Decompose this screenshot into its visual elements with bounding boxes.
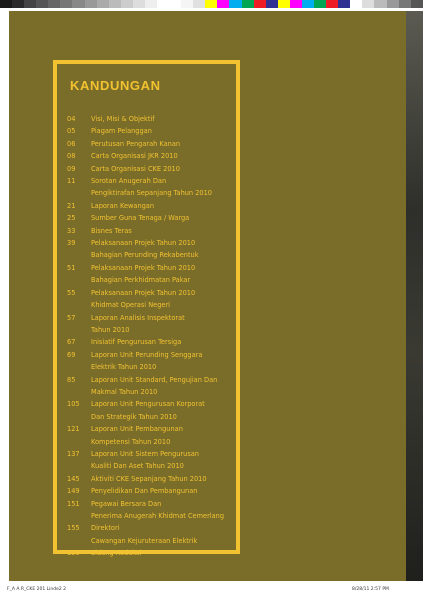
entry-title-line: Khidmat Operasi Negeri (91, 301, 170, 310)
entry-page-number: 69 (67, 350, 76, 359)
color-swatch (266, 0, 278, 8)
print-slug-left: F_A A R_CKE 201 Linde2 2 (7, 587, 67, 592)
contents-entry (67, 163, 232, 175)
color-swatch (181, 0, 193, 8)
contents-title: KANDUNGAN (70, 78, 161, 93)
entry-title (91, 398, 232, 423)
entry-title (91, 485, 232, 497)
contents-list (67, 113, 232, 560)
contents-entry (67, 349, 232, 374)
entry-page-number: 156 (67, 549, 80, 558)
entry-page-number: 05 (67, 127, 76, 136)
contents-entry (67, 423, 232, 448)
contents-entry (67, 398, 232, 423)
document-page (9, 11, 411, 581)
contents-entry (67, 113, 232, 125)
entry-title-line: Kualiti Dan Aset Tahun 2010 (91, 462, 184, 471)
entry-page-number: 151 (67, 499, 80, 508)
entry-title-line: Laporan Unit Pengurusan Korporat (91, 400, 205, 409)
color-swatch (302, 0, 314, 8)
color-swatch (338, 0, 350, 8)
printer-color-bars (0, 0, 423, 10)
entry-page-number: 09 (67, 164, 76, 173)
color-swatch (145, 0, 157, 8)
entry-title-line: Carta Organisasi JKR 2010 (91, 152, 178, 161)
entry-title (91, 312, 232, 337)
contents-entry (67, 287, 232, 312)
color-swatch (24, 0, 36, 8)
entry-title-line: Laporan Kewangan (91, 201, 155, 210)
entry-title (91, 349, 232, 374)
entry-page-number: 33 (67, 226, 76, 235)
color-swatch (350, 0, 362, 8)
contents-frame (53, 60, 240, 558)
contents-entry (67, 473, 232, 485)
entry-title-line: Carta Organisasi CKE 2010 (91, 164, 180, 173)
entry-title (91, 113, 232, 125)
entry-title-line: Makmal Tahun 2010 (91, 387, 158, 396)
entry-page-number: 51 (67, 263, 76, 272)
contents-entry (67, 448, 232, 473)
entry-page-number: 57 (67, 313, 76, 322)
entry-title-line: Tahun 2010 (91, 325, 130, 334)
entry-page-number: 11 (67, 177, 76, 186)
color-swatch (326, 0, 338, 8)
entry-page-number: 145 (67, 474, 80, 483)
entry-title-line: Direktori (91, 524, 120, 533)
contents-entry (67, 485, 232, 497)
entry-title-line: Sidang Redaksi (91, 549, 142, 558)
entry-title (91, 423, 232, 448)
color-swatch (374, 0, 386, 8)
contents-entry (67, 175, 232, 200)
entry-page-number: 55 (67, 288, 76, 297)
contents-entry (67, 125, 232, 137)
entry-title-line: Pelaksanaan Projek Tahun 2010 (91, 263, 196, 272)
entry-title (91, 175, 232, 200)
entry-title-line: Bisnes Teras (91, 226, 132, 235)
color-swatch (60, 0, 72, 8)
color-swatch (242, 0, 254, 8)
entry-title (91, 237, 232, 262)
entry-title-line: Sumber Guna Tenaga / Warga (91, 214, 190, 223)
color-swatch (85, 0, 97, 8)
entry-title (91, 138, 232, 150)
entry-title-line: Bahagian Perunding Rekabentuk (91, 251, 199, 260)
entry-title-line: Laporan Analisis Inspektorat (91, 313, 185, 322)
color-swatch (290, 0, 302, 8)
entry-title-line: Pelaksanaan Projek Tahun 2010 (91, 239, 196, 248)
entry-title (91, 163, 232, 175)
entry-title (91, 150, 232, 162)
entry-title (91, 125, 232, 137)
contents-entry (67, 262, 232, 287)
entry-title-line: Pengiktirafan Sepanjang Tahun 2010 (91, 189, 212, 198)
color-swatch (411, 0, 423, 8)
entry-title-line: Sorotan Anugerah Dan (91, 177, 167, 186)
color-swatch (97, 0, 109, 8)
entry-title (91, 336, 232, 348)
contents-entry (67, 138, 232, 150)
color-swatch (169, 0, 181, 8)
entry-title-line: Laporan Unit Pembangunan (91, 425, 183, 434)
contents-entry (67, 237, 232, 262)
contents-entry (67, 225, 232, 237)
entry-title (91, 473, 232, 485)
entry-page-number: 105 (67, 400, 80, 409)
entry-title-line: Penyelidikan Dan Pembangunan (91, 487, 198, 496)
entry-page-number: 137 (67, 449, 80, 458)
entry-title-line: Laporan Unit Standard, Pengujian Dan (91, 375, 218, 384)
entry-title-line: Inisiatif Pengurusan Tersiga (91, 338, 182, 347)
entry-title-line: Bahagian Perkhidmatan Pakar (91, 276, 191, 285)
entry-page-number: 121 (67, 425, 80, 434)
entry-title (91, 262, 232, 287)
color-swatch (12, 0, 24, 8)
entry-title (91, 498, 232, 523)
entry-title-line: Pelaksanaan Projek Tahun 2010 (91, 288, 196, 297)
print-slug-right: 8/28/11 2:57 PM (352, 587, 389, 592)
contents-entry (67, 312, 232, 337)
color-swatch (254, 0, 266, 8)
entry-page-number: 25 (67, 214, 76, 223)
entry-title (91, 448, 232, 473)
color-swatch (229, 0, 241, 8)
contents-entry (67, 522, 232, 547)
contents-entry (67, 374, 232, 399)
entry-title-line: Cawangan Kejuruteraan Elektrik (91, 536, 198, 545)
entry-page-number: 06 (67, 139, 76, 148)
color-swatch (362, 0, 374, 8)
color-swatch (36, 0, 48, 8)
page-edge-photo (406, 11, 423, 581)
entry-title-line: Piagam Pelanggan (91, 127, 152, 136)
entry-page-number: 67 (67, 338, 76, 347)
color-swatch (121, 0, 133, 8)
entry-page-number: 21 (67, 201, 76, 210)
contents-entry (67, 547, 232, 559)
contents-entry (67, 212, 232, 224)
entry-title-line: Laporan Unit Perunding Senggara (91, 350, 203, 359)
color-swatch (387, 0, 399, 8)
color-swatch (278, 0, 290, 8)
color-swatch (0, 0, 12, 8)
color-swatch (193, 0, 205, 8)
entry-title-line: Penerima Anugerah Khidmat Cemerlang (91, 512, 225, 520)
contents-entry (67, 200, 232, 212)
color-swatch (399, 0, 411, 8)
entry-title (91, 200, 232, 212)
entry-title (91, 287, 232, 312)
entry-page-number: 85 (67, 375, 76, 384)
color-swatch (133, 0, 145, 8)
entry-page-number: 149 (67, 487, 80, 496)
color-swatch (205, 0, 217, 8)
contents-entry (67, 498, 232, 523)
entry-title-line: Kompetensi Tahun 2010 (91, 437, 171, 446)
color-swatch (217, 0, 229, 8)
color-swatch (48, 0, 60, 8)
color-swatch (314, 0, 326, 8)
color-swatch (109, 0, 121, 8)
entry-title-line: Elektrik Tahun 2010 (91, 363, 157, 372)
entry-title-line: Visi, Misi & Objektif (91, 115, 155, 123)
entry-title (91, 225, 232, 237)
entry-title-line: Perutusan Pengarah Kanan (91, 139, 181, 148)
entry-title-line: Dan Strategik Tahun 2010 (91, 412, 177, 421)
entry-title (91, 212, 232, 224)
entry-title-line: Laporan Unit Sistem Pengurusan (91, 449, 199, 458)
entry-title (91, 547, 232, 559)
entry-page-number: 08 (67, 152, 76, 161)
entry-page-number: 155 (67, 524, 80, 533)
entry-title (91, 522, 232, 547)
entry-page-number: 39 (67, 239, 76, 248)
entry-page-number: 04 (67, 115, 76, 123)
contents-entry (67, 336, 232, 348)
entry-title-line: Pegawai Bersara Dan (91, 499, 162, 508)
entry-title-line: Aktiviti CKE Sepanjang Tahun 2010 (91, 474, 207, 483)
color-swatch (72, 0, 84, 8)
color-swatch (157, 0, 169, 8)
contents-entry (67, 150, 232, 162)
entry-title (91, 374, 232, 399)
